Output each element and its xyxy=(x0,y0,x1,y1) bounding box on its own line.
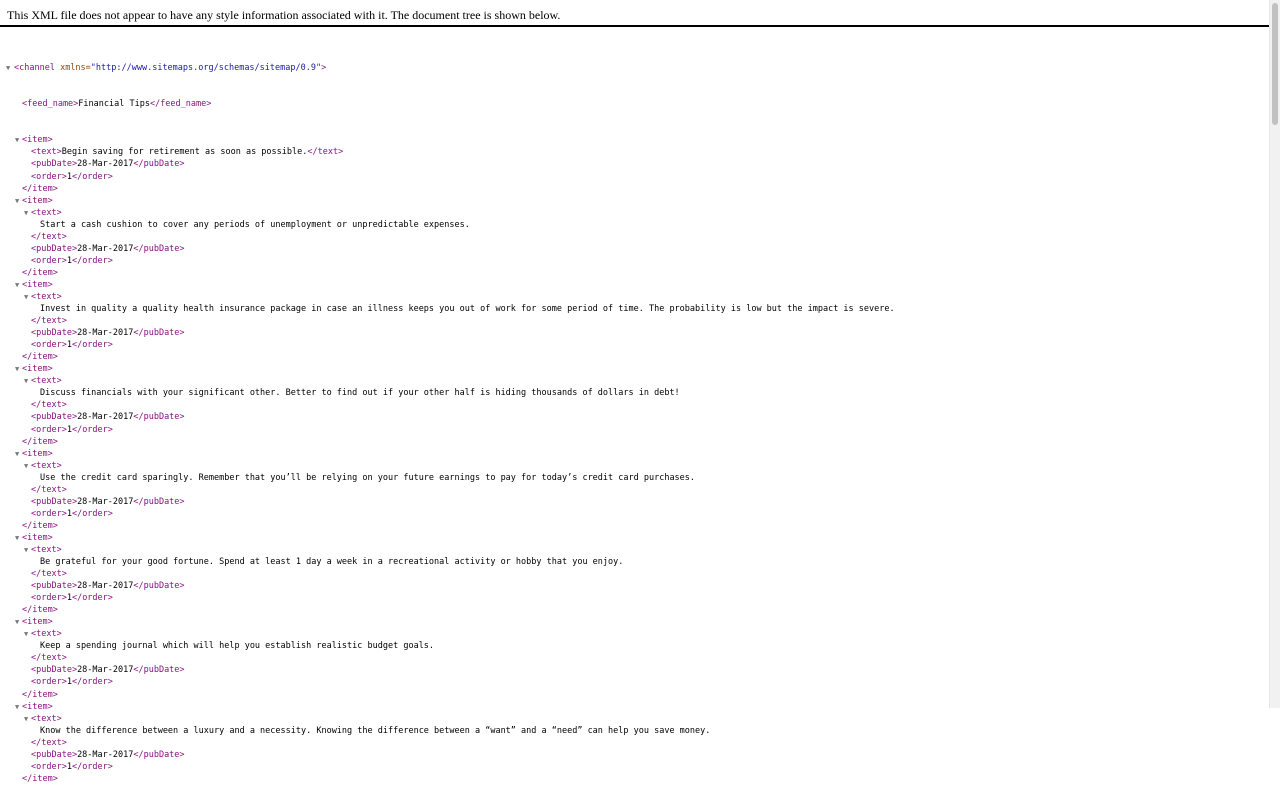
order-close-tag: </order> xyxy=(71,171,113,182)
item-open-tag: <item> xyxy=(22,279,53,290)
collapse-toggle-icon[interactable]: ▼ xyxy=(24,292,29,301)
text-close-line xyxy=(0,568,1269,580)
text-close-tag: </text> xyxy=(31,400,67,411)
text-line xyxy=(0,146,1269,158)
text-close-line xyxy=(0,737,1269,749)
item-close-line xyxy=(0,267,1269,279)
order-line xyxy=(0,508,1269,520)
text-close-tag: </text> xyxy=(31,569,67,580)
item-pubdate: 28-Mar-2017 xyxy=(77,159,134,170)
order-open-tag: <order> xyxy=(31,340,67,351)
order-open-tag: <order> xyxy=(31,255,67,266)
text-open-line xyxy=(0,291,1269,303)
pubdate-close-tag: </pubDate> xyxy=(133,665,185,676)
item-pubdate: 28-Mar-2017 xyxy=(77,496,134,507)
xml-item xyxy=(0,279,1269,363)
order-line xyxy=(0,339,1269,351)
item-open-tag: <item> xyxy=(22,448,53,459)
xml-notice-header xyxy=(0,0,1269,27)
order-close-tag: </order> xyxy=(71,593,113,604)
text-open-line xyxy=(0,460,1269,472)
text-open-tag: <text> xyxy=(31,291,62,302)
text-close-tag: </text> xyxy=(307,147,344,158)
item-open-tag: <item> xyxy=(22,135,53,146)
item-pubdate: 28-Mar-2017 xyxy=(77,328,134,339)
item-order: 1 xyxy=(66,761,72,772)
item-open-tag: <item> xyxy=(22,701,53,712)
collapse-toggle-icon[interactable]: ▼ xyxy=(24,714,29,723)
text-open-line xyxy=(0,207,1269,219)
item-open-tag: <item> xyxy=(22,617,53,628)
pubdate-line xyxy=(0,158,1269,170)
item-open-line xyxy=(0,279,1269,291)
item-order: 1 xyxy=(66,340,72,351)
order-close-tag: </order> xyxy=(71,761,113,772)
item-text: Know the difference between a luxury and a necessity. Knowing the difference between a “want” and a “need” can help you save money. xyxy=(40,725,711,736)
order-close-tag: </order> xyxy=(71,340,113,351)
item-text: Keep a spending journal which will help you establish realistic budget goals. xyxy=(40,641,435,652)
order-line xyxy=(0,761,1269,773)
feed-name-line xyxy=(0,98,1269,110)
item-close-tag: </item> xyxy=(22,773,58,784)
order-line xyxy=(0,255,1269,267)
text-open-line xyxy=(0,375,1269,387)
pubdate-close-tag: </pubDate> xyxy=(133,328,185,339)
item-open-line xyxy=(0,448,1269,460)
text-close-tag: </text> xyxy=(31,737,67,748)
xml-document-tree xyxy=(0,38,1269,797)
collapse-toggle-icon[interactable]: ▼ xyxy=(15,449,20,458)
feed-name-open-tag: <feed_name> xyxy=(22,99,79,110)
text-content-line xyxy=(0,387,1269,399)
pubdate-close-tag: </pubDate> xyxy=(133,581,185,592)
text-content-line xyxy=(0,556,1269,568)
collapse-toggle-icon[interactable]: ▼ xyxy=(15,196,20,205)
item-close-line xyxy=(0,689,1269,701)
pubdate-line xyxy=(0,496,1269,508)
item-close-tag: </item> xyxy=(22,605,58,616)
item-order: 1 xyxy=(66,171,72,182)
order-line xyxy=(0,592,1269,604)
collapse-toggle-icon[interactable]: ▼ xyxy=(15,280,20,289)
xmlns-attr-value: "http://www.sitemaps.org/schemas/sitemap/0.9" xyxy=(90,63,322,74)
order-close-tag: </order> xyxy=(71,255,113,266)
text-close-line xyxy=(0,231,1269,243)
item-order: 1 xyxy=(66,593,72,604)
xml-item xyxy=(0,195,1269,279)
text-close-line xyxy=(0,399,1269,411)
order-open-tag: <order> xyxy=(31,677,67,688)
item-close-tag: </item> xyxy=(22,689,58,700)
text-open-line xyxy=(0,713,1269,725)
pubdate-close-tag: </pubDate> xyxy=(133,243,185,254)
xml-item xyxy=(0,134,1269,194)
pubdate-line xyxy=(0,411,1269,423)
text-content-line xyxy=(0,219,1269,231)
item-order: 1 xyxy=(66,255,72,266)
text-open-tag: <text> xyxy=(31,460,62,471)
item-open-line xyxy=(0,616,1269,628)
item-pubdate: 28-Mar-2017 xyxy=(77,749,134,760)
collapse-toggle-icon[interactable]: ▼ xyxy=(15,702,20,711)
scrollbar-thumb[interactable] xyxy=(1272,3,1278,125)
order-line xyxy=(0,424,1269,436)
item-open-line xyxy=(0,134,1269,146)
pubdate-open-tag: <pubDate> xyxy=(31,496,78,507)
pubdate-open-tag: <pubDate> xyxy=(31,328,78,339)
pubdate-line xyxy=(0,580,1269,592)
text-open-line xyxy=(0,544,1269,556)
pubdate-close-tag: </pubDate> xyxy=(133,159,185,170)
item-close-tag: </item> xyxy=(22,267,58,278)
text-open-tag: <text> xyxy=(31,629,62,640)
pubdate-close-tag: </pubDate> xyxy=(133,749,185,760)
item-open-line xyxy=(0,195,1269,207)
pubdate-open-tag: <pubDate> xyxy=(31,412,78,423)
order-open-tag: <order> xyxy=(31,171,67,182)
pubdate-open-tag: <pubDate> xyxy=(31,243,78,254)
collapse-toggle-icon[interactable]: ▼ xyxy=(15,365,20,374)
xml-item xyxy=(0,448,1269,532)
text-open-tag: <text> xyxy=(31,207,62,218)
item-text: Use the credit card sparingly. Remember that you’ll be relying on your future earnings to pay for today’s credit card purchases. xyxy=(40,472,696,483)
channel-open-tag-end: > xyxy=(321,63,327,74)
item-close-line xyxy=(0,183,1269,195)
item-pubdate: 28-Mar-2017 xyxy=(77,243,134,254)
collapse-toggle-icon[interactable]: ▼ xyxy=(24,461,29,470)
vertical-scrollbar[interactable] xyxy=(1269,0,1280,708)
text-close-tag: </text> xyxy=(31,653,67,664)
item-close-line xyxy=(0,520,1269,532)
collapse-toggle-icon[interactable]: ▼ xyxy=(15,533,20,542)
pubdate-close-tag: </pubDate> xyxy=(133,412,185,423)
pubdate-open-tag: <pubDate> xyxy=(31,749,78,760)
pubdate-line xyxy=(0,243,1269,255)
collapse-toggle-icon[interactable]: ▼ xyxy=(24,545,29,554)
item-close-tag: </item> xyxy=(22,183,58,194)
item-open-line xyxy=(0,701,1269,713)
xml-item xyxy=(0,363,1269,447)
pubdate-open-tag: <pubDate> xyxy=(31,159,78,170)
collapse-toggle-icon[interactable]: ▼ xyxy=(24,630,29,639)
channel-open-tag: <channel xyxy=(14,63,55,74)
text-close-tag: </text> xyxy=(31,316,67,327)
order-line xyxy=(0,676,1269,688)
collapse-toggle-icon[interactable]: ▼ xyxy=(6,64,11,73)
item-open-tag: <item> xyxy=(22,364,53,375)
pubdate-line xyxy=(0,749,1269,761)
order-close-tag: </order> xyxy=(71,508,113,519)
collapse-toggle-icon[interactable]: ▼ xyxy=(15,136,20,145)
text-open-tag: <text> xyxy=(31,544,62,555)
collapse-toggle-icon[interactable]: ▼ xyxy=(24,208,29,217)
order-open-tag: <order> xyxy=(31,508,67,519)
collapse-toggle-icon[interactable]: ▼ xyxy=(24,377,29,386)
order-open-tag: <order> xyxy=(31,593,67,604)
item-pubdate: 28-Mar-2017 xyxy=(77,665,134,676)
item-text: Invest in quality a quality health insurance package in case an illness keeps you out of work for some period of time. The probability is low but the impact is severe. xyxy=(40,304,895,315)
xml-notice-text: This XML file does not appear to have any style information associated with it. The document tree is shown below. xyxy=(7,8,561,22)
text-open-tag: <text> xyxy=(31,376,62,387)
item-order: 1 xyxy=(66,677,72,688)
text-close-line xyxy=(0,652,1269,664)
feed-name-close-tag: </feed_name> xyxy=(149,99,212,110)
item-open-line xyxy=(0,532,1269,544)
order-open-tag: <order> xyxy=(31,424,67,435)
pubdate-close-tag: </pubDate> xyxy=(133,496,185,507)
item-pubdate: 28-Mar-2017 xyxy=(77,581,134,592)
item-order: 1 xyxy=(66,424,72,435)
text-open-tag: <text> xyxy=(31,147,62,158)
pubdate-line xyxy=(0,327,1269,339)
item-order: 1 xyxy=(66,508,72,519)
item-close-tag: </item> xyxy=(22,436,58,447)
text-content-line xyxy=(0,640,1269,652)
text-open-line xyxy=(0,628,1269,640)
text-content-line xyxy=(0,472,1269,484)
item-text: Begin saving for retirement as soon as possible. xyxy=(61,147,308,158)
collapse-toggle-icon[interactable]: ▼ xyxy=(15,618,20,627)
item-close-line xyxy=(0,604,1269,616)
xml-item xyxy=(0,532,1269,616)
text-close-line xyxy=(0,484,1269,496)
text-close-tag: </text> xyxy=(31,231,67,242)
text-content-line xyxy=(0,303,1269,315)
item-open-line xyxy=(0,363,1269,375)
xml-item xyxy=(0,701,1269,785)
order-line xyxy=(0,171,1269,183)
order-close-tag: </order> xyxy=(71,424,113,435)
item-close-line xyxy=(0,436,1269,448)
item-pubdate: 28-Mar-2017 xyxy=(77,412,134,423)
channel-open-line xyxy=(0,62,1269,74)
item-open-tag: <item> xyxy=(22,532,53,543)
item-close-line xyxy=(0,351,1269,363)
item-text: Discuss financials with your significant other. Better to find out if your other half is hiding thousands of dollars in debt! xyxy=(40,388,680,399)
pubdate-open-tag: <pubDate> xyxy=(31,581,78,592)
xml-item xyxy=(0,616,1269,700)
item-close-line xyxy=(0,773,1269,785)
text-close-tag: </text> xyxy=(31,484,67,495)
item-text: Start a cash cushion to cover any periods of unemployment or unpredictable expenses. xyxy=(40,219,470,230)
text-open-tag: <text> xyxy=(31,713,62,724)
item-text: Be grateful for your good fortune. Spend at least 1 day a week in a recreational activity or hobby that you enjoy. xyxy=(40,557,624,568)
text-content-line xyxy=(0,725,1269,737)
item-open-tag: <item> xyxy=(22,195,53,206)
item-close-tag: </item> xyxy=(22,520,58,531)
pubdate-open-tag: <pubDate> xyxy=(31,665,78,676)
xmlns-attr-name: xmlns= xyxy=(60,63,91,74)
text-close-line xyxy=(0,315,1269,327)
order-close-tag: </order> xyxy=(71,677,113,688)
items-container xyxy=(0,134,1269,785)
feed-name-value: Financial Tips xyxy=(78,99,150,110)
pubdate-line xyxy=(0,664,1269,676)
item-close-tag: </item> xyxy=(22,352,58,363)
order-open-tag: <order> xyxy=(31,761,67,772)
